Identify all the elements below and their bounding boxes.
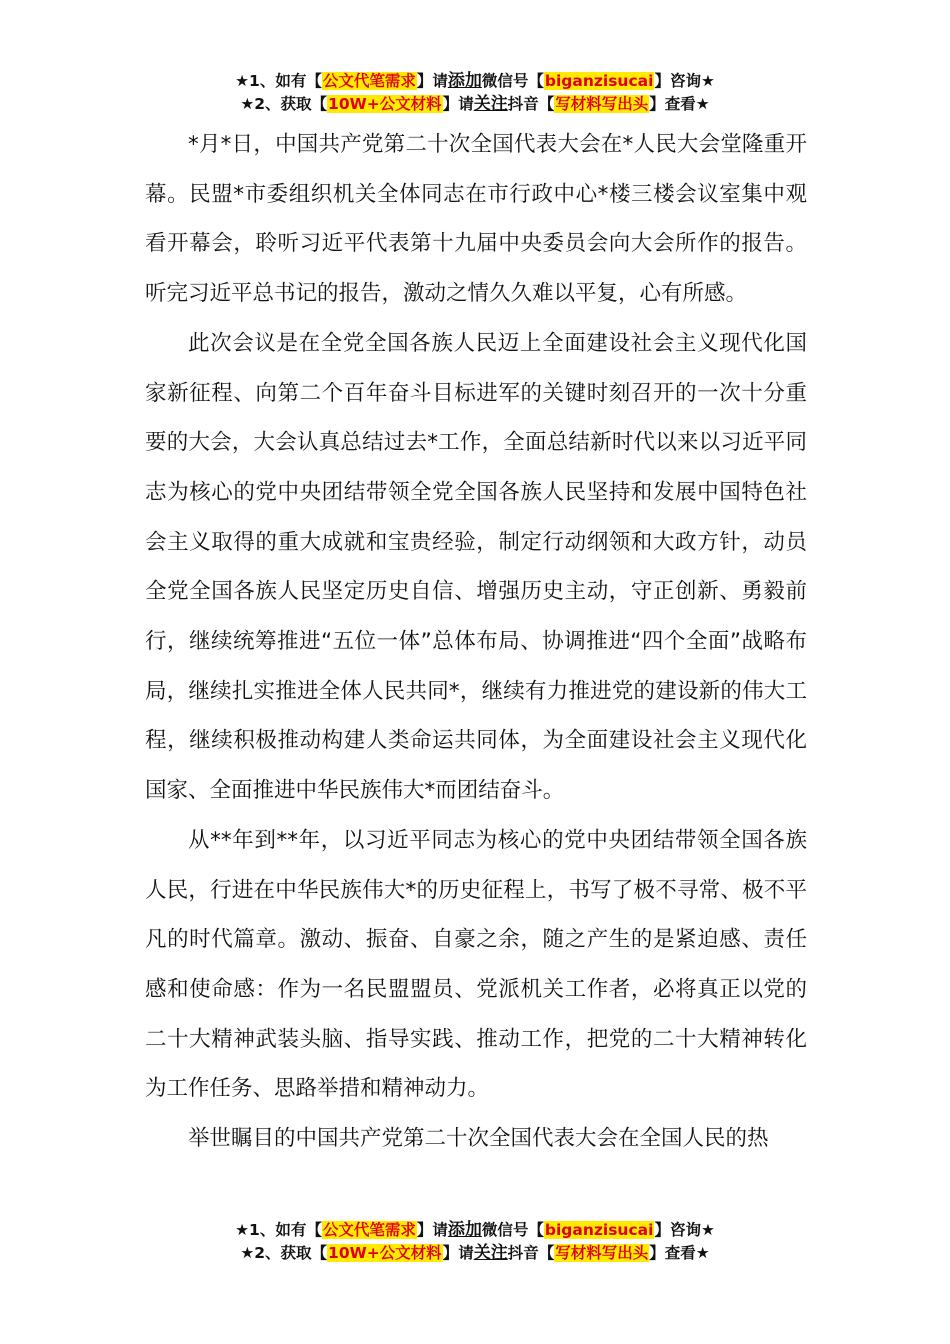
promo-suffix: 】查看★ — [649, 1244, 710, 1262]
promo-text: 】请 — [416, 72, 448, 90]
promo-banner-bottom — [0, 1219, 950, 1265]
promo-prefix: ★1、如有【 — [235, 72, 322, 90]
promo-text: 微信号【 — [481, 72, 544, 90]
promo-prefix: ★1、如有【 — [235, 1221, 322, 1239]
promo-line-writing-service — [0, 1219, 950, 1242]
promo-text: 抖音【 — [507, 95, 555, 113]
promo-text: 】请 — [442, 95, 474, 113]
promo-highlight-materials: 10W+公文材料 — [328, 95, 442, 113]
promo-text: 】请 — [416, 1221, 448, 1239]
promo-highlight-douyin-account: 写材料写出头 — [555, 95, 649, 113]
promo-text: 抖音【 — [507, 1244, 555, 1262]
promo-emphasis: 关注 — [473, 1243, 508, 1263]
promo-text: 微信号【 — [481, 1221, 544, 1239]
promo-highlight-douyin-account: 写材料写出头 — [555, 1244, 649, 1262]
promo-text: 】请 — [442, 1244, 474, 1262]
promo-suffix: 】咨询★ — [654, 1221, 715, 1239]
promo-highlight-wechat-id: biganzisucai — [544, 72, 654, 90]
promo-prefix: ★2、获取【 — [240, 1244, 328, 1262]
promo-suffix: 】查看★ — [649, 95, 710, 113]
promo-suffix: 】咨询★ — [654, 72, 715, 90]
promo-line-materials — [0, 93, 950, 116]
promo-highlight-materials: 10W+公文材料 — [328, 1244, 442, 1262]
promo-highlight-service: 公文代笔需求 — [322, 1221, 416, 1239]
document-body — [145, 120, 807, 1164]
paragraph-continued: 举世瞩目的中国共产党第二十次全国代表大会在全国人民的热 — [188, 1126, 769, 1152]
promo-emphasis: 添加 — [447, 71, 482, 91]
promo-highlight-service: 公文代笔需求 — [322, 72, 416, 90]
promo-prefix: ★2、获取【 — [240, 95, 328, 113]
promo-line-writing-service — [0, 70, 950, 93]
paragraph-congress-significance: 此次会议是在全党全国各族人民迈上全面建设社会主义现代化国家新征程、向第二个百年奋斗目标进军的关键时刻召开的一次十分重要的大会，大会认真总结过去*工作，全面总结新时代以来以习近平同志为核心的党中央团结带领全党全国各族人民坚持和发展中国特色社会主义取得的重大成就和宝贵经验，制定行动纲领和大政方针，动员全党全国各族人民坚定历史自信、增强历史主动，守正创新、勇毅前行，继续统筹推进“五位一体”总体布局、协调推进“四个全面”战略布局，继续扎实推进全体人民共同*，继续有力推进党的建设新的伟大工程，继续积极推动构建人类命运共同体，为全面建设社会主义现代化国家、全面推进中华民族伟大*而团结奋斗。 — [145, 330, 807, 804]
paragraph-opening: *月*日，中国共产党第二十次全国代表大会在*人民大会堂隆重开幕。民盟*市委组织机关全体同志在市行政中心*楼三楼会议室集中观看开幕会，聆听习近平代表第十九届中央委员会向大会所作的报告。听完习近平总书记的报告，激动之情久久难以平复，心有所感。 — [145, 132, 807, 307]
promo-highlight-wechat-id: biganzisucai — [544, 1221, 654, 1239]
promo-banner-top — [0, 70, 950, 116]
promo-emphasis: 添加 — [447, 1220, 482, 1240]
promo-emphasis: 关注 — [473, 94, 508, 114]
promo-line-materials — [0, 1242, 950, 1265]
paragraph-reflection: 从**年到**年，以习近平同志为核心的党中央团结带领全国各族人民，行进在中华民族伟大*的历史征程上，书写了极不寻常、极不平凡的时代篇章。激动、振奋、自豪之余，随之产生的是紧迫感、责任感和使命感：作为一名民盟盟员、党派机关工作者，必将真正以党的二十大精神武装头脑、指导实践、推动工作，把党的二十大精神转化为工作任务、思路举措和精神动力。 — [145, 827, 807, 1102]
